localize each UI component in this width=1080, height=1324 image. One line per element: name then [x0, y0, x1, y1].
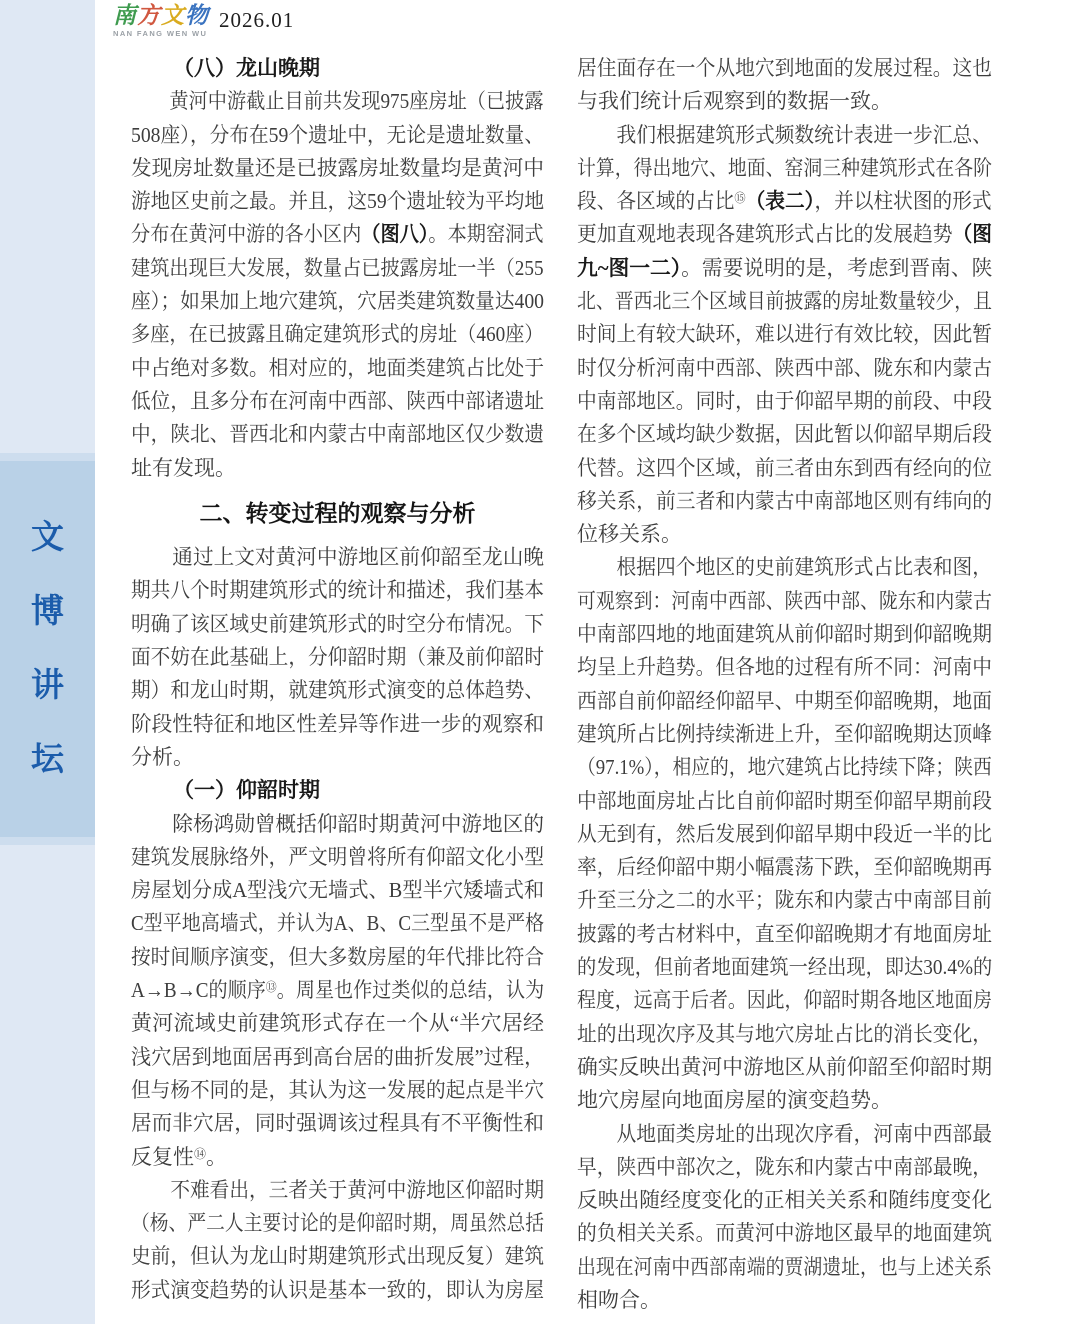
text-line: 分析。 — [131, 744, 194, 769]
text-line: 代替。这四个区域，前三者由东到西有经向的位 — [577, 455, 992, 480]
text-line: 与我们统计后观察到的数据一致。 — [577, 89, 892, 114]
text-line: （97.1%），相应的，地穴建筑占比持续下降；陕西 — [577, 755, 992, 780]
text-line: 的发现，但前者地面建筑一经出现，即达30.4%的 — [577, 955, 993, 980]
footnote-marker: ⑬ — [265, 980, 277, 995]
footnote-marker: ⑭ — [194, 1146, 207, 1161]
text-line: 反复性⑭。 — [131, 1144, 228, 1169]
logo-character: 南 — [113, 3, 137, 28]
text-line: 地穴房屋向地面房屋的演变趋势。 — [577, 1088, 892, 1113]
logo-character: 方 — [137, 3, 161, 28]
logo-character: 文 — [161, 3, 185, 28]
text-line: 我们根据建筑形式频数统计表进一步汇总、 — [616, 122, 992, 147]
text-line: 址有发现。 — [131, 455, 236, 480]
text-line: 明确了该区域史前建筑形式的时空分布情况。下 — [131, 611, 544, 636]
text-line: 移关系，前三者和内蒙古中南部地区则有纬向的 — [577, 488, 992, 513]
text-line: 位移关系。 — [577, 522, 682, 547]
text-line: A→B→C的顺序⑬。周星也作过类似的总结，认为 — [131, 978, 545, 1003]
text-line: 按时间顺序演变，但大多数房屋的年代排比符合 — [131, 944, 544, 969]
text-line: 时仅分析河南中西部、陕西中部、陇东和内蒙古 — [577, 355, 992, 380]
section-tab-character: 博 — [31, 593, 64, 630]
text-line: 形式演变趋势的认识是基本一致的，即认为房屋 — [131, 1277, 544, 1302]
text-line: 期）和龙山时期，就建筑形式演变的总体趋势、 — [131, 678, 544, 703]
journal-logo — [113, 4, 209, 38]
text-line: 但与杨不同的是，其认为这一发展的起点是半穴 — [131, 1077, 544, 1102]
text-line: 黄河流域史前建筑形式存在一个从“半穴居经 — [131, 1011, 544, 1036]
text-line: 中南部四地的地面建筑从前仰韶时期到仰韶晚期 — [577, 622, 992, 647]
text-line: C型平地高墙式，并认为A、B、C三型虽不是严格 — [131, 911, 545, 936]
article-column-right — [577, 52, 992, 1317]
text-line: 时间上有较大缺环，难以进行有效比较，因此暂 — [577, 322, 992, 347]
text-line: 率，后经仰韶中期小幅震荡下跌，至仰韶晚期再 — [577, 855, 992, 880]
text-line: 的负相关关系。而黄河中游地区最早的地面建筑 — [577, 1221, 992, 1246]
text-line: 程度，远高于后者。因此，仰韶时期各地区地面房 — [577, 988, 992, 1013]
text-line: 通过上文对黄河中游地区前仰韶至龙山晚 — [172, 545, 545, 570]
text-line: 从地面类房址的出现次序看，河南中西部最 — [616, 1121, 992, 1146]
journal-logo-characters — [113, 4, 209, 28]
article-column-left — [131, 52, 544, 1307]
text-line: 九~图一二）。需要说明的是，考虑到晋南、陕 — [577, 255, 993, 280]
text-line: 北、晋西北三个区域目前披露的房址数量较少，且 — [577, 289, 992, 314]
text-line: 游地区史前之最。并且，这59个遗址较为平均地 — [131, 189, 544, 214]
text-line: 均呈上升趋势。但各地的过程有所不同：河南中 — [577, 655, 992, 680]
text-line: 史前，但认为龙山时期建筑形式出现反复）建筑 — [131, 1244, 544, 1269]
text-line: 确实反映出黄河中游地区从前仰韶至仰韶时期 — [577, 1054, 992, 1079]
text-line: 面不妨在此基础上，分仰韶时期（兼及前仰韶时 — [131, 645, 544, 670]
text-line: 可观察到：河南中西部、陕西中部、陇东和内蒙古 — [577, 588, 992, 613]
text-line: 居住面存在一个从地穴到地面的发展过程。这也 — [577, 56, 992, 80]
text-line: 发现房址数量还是已披露房址数量均是黄河中 — [131, 155, 544, 180]
text-line: 中占绝对多数。相对应的，地面类建筑占比处于 — [131, 355, 544, 380]
logo-character: 物 — [185, 3, 209, 28]
text-line: 在多个区域均缺少数据，因此暂以仰韶早期后段 — [577, 422, 992, 447]
text-line: 浅穴居到地面居再到高台居的曲折发展”过程， — [131, 1044, 545, 1069]
text-line: 址的出现次序及其与地穴房址占比的消长变化， — [577, 1021, 992, 1046]
text-line: 从无到有，然后发展到仰韶早期中段近一半的比 — [577, 821, 992, 846]
text-line: 西部自前仰韶经仰韶早、中期至仰韶晚期，地面 — [577, 688, 992, 713]
section-tab-character: 文 — [31, 519, 64, 556]
text-line: 508座），分布在59个遗址中，无论是遗址数量、 — [131, 122, 544, 147]
text-line: 计算，得出地穴、地面、窑洞三种建筑形式在各阶 — [577, 155, 992, 180]
section-tab-character: 坛 — [31, 741, 64, 778]
text-line: 居而非穴居，同时强调该过程具有不平衡性和 — [131, 1111, 544, 1136]
sub-heading: （八）龙山晚期 — [173, 57, 320, 80]
text-line: 段、各区域的占比⑮（表二），并以柱状图的形式 — [577, 189, 992, 214]
sub-heading: （一）仰韶时期 — [173, 779, 320, 803]
text-line: 多座，在已披露且确定建筑形式的房址（460座） — [131, 322, 544, 347]
text-line: 相吻合。 — [577, 1287, 661, 1312]
text-line: （杨、严二人主要讨论的是仰韶时期，周虽然总括 — [131, 1211, 544, 1236]
text-line: 中南部地区。同时，由于仰韶早期的前段、中段 — [577, 388, 992, 413]
text-line: 房屋划分成A型浅穴无墙式、B型半穴矮墙式和 — [131, 878, 545, 903]
journal-logo-subtext: NAN FANG WEN WU — [113, 29, 208, 38]
section-tab-character: 讲 — [31, 667, 64, 704]
text-line: 建筑所占比例持续渐进上升，至仰韶晚期达顶峰 — [577, 721, 992, 746]
text-line: 出现在河南中西部南端的贾湖遗址，也与上述关系 — [577, 1254, 992, 1279]
text-line: 黄河中游截止目前共发现975座房址（已披露 — [169, 89, 544, 114]
text-line: 中部地面房址占比自前仰韶时期至仰韶早期前段 — [577, 788, 992, 813]
text-line: 早，陕西中部次之，陇东和内蒙古中南部最晚， — [577, 1154, 992, 1179]
text-line: 阶段性特征和地区性差异等作进一步的观察和 — [131, 711, 544, 736]
text-line: 反映出随经度变化的正相关关系和随纬度变化 — [577, 1188, 992, 1213]
section-tab — [0, 453, 95, 845]
text-line: 更加直观地表现各建筑形式占比的发展趋势（图 — [577, 222, 992, 247]
footnote-marker: ⑮ — [734, 191, 746, 206]
text-line: 分布在黄河中游的各小区内（图八）。本期窑洞式 — [131, 222, 544, 247]
text-line: 低位，且多分布在河南中西部、陕西中部诸遗址 — [131, 388, 544, 413]
section-heading: 二、转变过程的观察与分析 — [199, 499, 476, 526]
text-line: 根据四个地区的史前建筑形式占比表和图， — [616, 555, 992, 580]
text-line: 建筑发展脉络外，严文明曾将所有仰韶文化小型 — [131, 844, 544, 869]
text-line: 升至三分之二的水平；陇东和内蒙古中南部目前 — [577, 888, 992, 913]
text-line: 期共八个时期建筑形式的统计和描述，我们基本 — [131, 578, 544, 603]
text-line: 中，陕北、晋西北和内蒙古中南部地区仅少数遗 — [131, 422, 544, 447]
text-line: 座）；如果加上地穴建筑，穴居类建筑数量达400 — [131, 289, 544, 314]
text-line: 不难看出，三者关于黄河中游地区仰韶时期 — [170, 1177, 545, 1202]
text-line: 除杨鸿勋曾概括仰韶时期黄河中游地区的 — [172, 811, 545, 836]
text-line: 建筑出现巨大发展，数量占已披露房址一半（255 — [131, 255, 544, 280]
text-line: 披露的考古材料中，直至仰韶晚期才有地面房址 — [577, 921, 992, 946]
issue-number: 2026.01 — [219, 8, 295, 32]
